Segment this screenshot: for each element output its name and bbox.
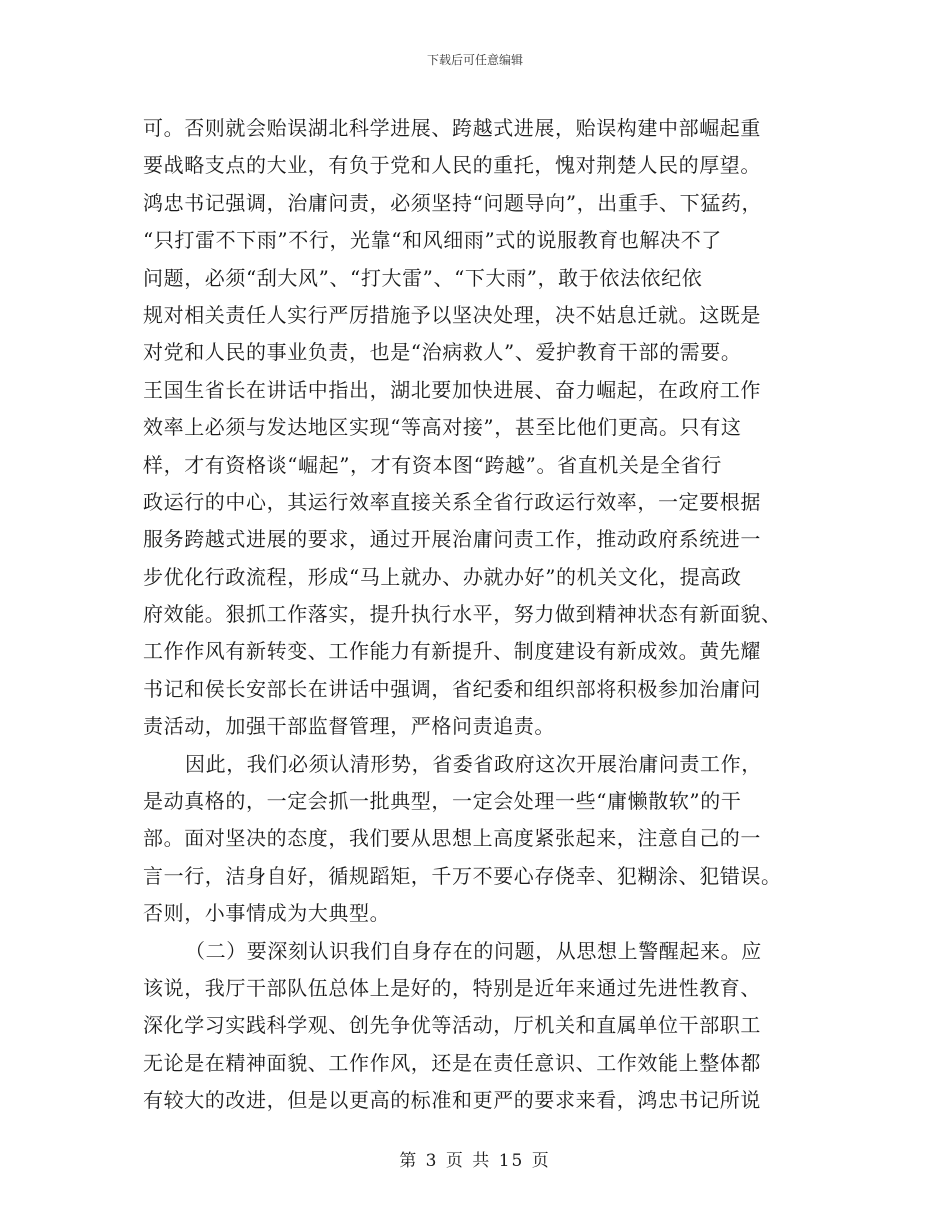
- text-line: 府效能。狠抓工作落实，提升执行水平，努力做到精神状态有新面貌、: [143, 602, 782, 627]
- text-line: 言一行，洁身自好，循规蹈矩，千万不要心存侥幸、犯糊涂、犯错误。: [143, 863, 782, 888]
- text-line: 对党和人民的事业负责，也是“治病救人”、爱护教育干部的需要。: [143, 340, 742, 365]
- paragraph-3: [143, 933, 795, 1120]
- text-line: 样，才有资格谈“崛起”，才有资本图“跨越”。省直机关是全省行: [143, 452, 722, 477]
- text-line: 步优化行政流程，形成“马上就办、办就办好”的机关文化，提高政: [143, 564, 742, 589]
- text-line: 可。否则就会贻误湖北科学进展、跨越式进展，贻误构建中部崛起重: [143, 116, 761, 140]
- text-line: 无论是在精神面貌、工作作风，还是在责任意识、工作效能上整体都: [143, 1050, 761, 1075]
- page-number-footer: 第 3 页 共 15 页: [399, 1151, 551, 1171]
- text-line: 政运行的中心，其运行效率直接关系全省行政运行效率，一定要根据: [143, 489, 761, 514]
- document-body: [143, 110, 795, 1120]
- text-line: 部。面对坚决的态度，我们要从思想上高度紧张起来，注意自己的一: [143, 826, 761, 851]
- paragraph-1: [143, 110, 795, 746]
- text-line: 否则，小事情成为大典型。: [143, 901, 391, 926]
- text-line: 书记和侯长安部长在讲话中强调，省纪委和组织部将积极参加治庸问: [143, 676, 761, 701]
- text-line: 鸿忠书记强调，治庸问责，必须坚持“问题导向”，出重手、下猛药，: [143, 190, 763, 215]
- text-line: 王国生省长在讲话中指出，湖北要加快进展、奋力崛起，在政府工作: [143, 377, 761, 402]
- text-line: 问题，必须“刮大风”、“打大雷”、“下大雨”，敢于依法依纪依: [143, 265, 703, 290]
- text-line: （二）要深刻认识我们自身存在的问题，从思想上警醒起来。应: [185, 938, 762, 963]
- text-line: “只打雷不下雨”不行，光靠“和风细雨”式的说服教育也解决不了: [143, 228, 722, 253]
- text-line: 该说，我厅干部队伍总体上是好的，特别是近年来通过先进性教育、: [143, 975, 761, 1000]
- text-line: 有较大的改进，但是以更高的标准和更严的要求来看，鸿忠书记所说: [143, 1088, 761, 1113]
- text-line: 责活动，加强干部监督管理，严格问责追责。: [143, 714, 555, 739]
- text-line: 工作作风有新转变、工作能力有新提升、制度建设有新成效。黄先耀: [143, 639, 761, 664]
- paragraph-2: [143, 746, 795, 933]
- text-line: 深化学习实践科学观、创先争优等活动，厅机关和直属单位干部职工: [143, 1013, 761, 1038]
- text-line: 效率上必须与发达地区实现“等高对接”，甚至比他们更高。只有这: [143, 415, 742, 440]
- page-header: 下载后可任意编辑: [426, 53, 523, 67]
- text-line: 是动真格的，一定会抓一批典型，一定会处理一些“庸懒散软”的干: [143, 789, 742, 814]
- text-line: 服务跨越式进展的要求，通过开展治庸问责工作，推动政府系统进一: [143, 527, 761, 552]
- text-line: 规对相关责任人实行严厉措施予以坚决处理，决不姑息迁就。这既是: [143, 302, 761, 327]
- text-line: 要战略支点的大业，有负于党和人民的重托，愧对荆楚人民的厚望。: [143, 153, 761, 178]
- text-line: 因此，我们必须认清形势，省委省政府这次开展治庸问责工作，: [185, 751, 762, 776]
